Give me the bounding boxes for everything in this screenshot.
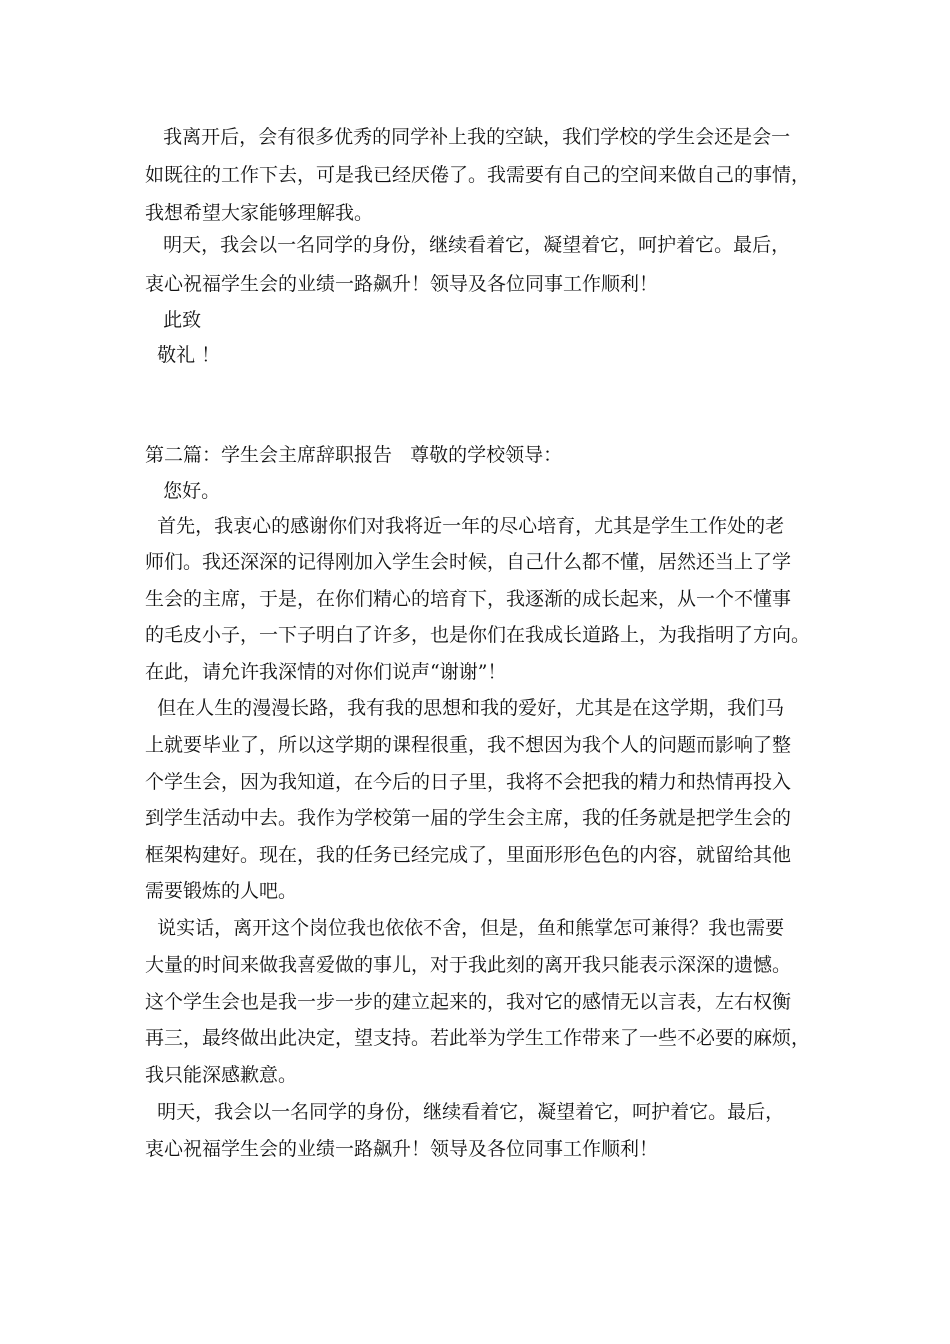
section2-paragraph2-line-5: 框架构建好。现在，我的任务已经完成了，里面形形色色的内容，就留给其他 — [145, 844, 792, 866]
closing-jing-li: 敬礼 ！ — [145, 344, 221, 366]
section2-paragraph1-line-5: 在此，请允许我深情的对你们说声“谢谢”！ — [145, 661, 507, 683]
closing-ci-zhi: 此致 — [145, 309, 202, 331]
section2-paragraph2-line-2: 上就要毕业了，所以这学期的课程很重，我不想因为我个人的问题而影响了整 — [145, 734, 792, 756]
section1-paragraph2-line-1: 明天，我会以一名同学的身份，继续看着它，凝望着它，呵护着它。最后， — [145, 234, 791, 256]
section2-paragraph2-line-3: 个学生会，因为我知道，在今后的日子里，我将不会把我的精力和热情再投入 — [145, 771, 792, 793]
section2-paragraph1-line-2: 师们。我还深深的记得刚加入学生会时候，自己什么都不懂，居然还当上了学 — [145, 551, 792, 573]
section2-paragraph1-line-3: 生会的主席，于是，在你们精心的培育下，我逐渐的成长起来，从一个不懂事 — [145, 588, 792, 610]
section2-paragraph2-line-6: 需要锻炼的人吧。 — [145, 880, 298, 902]
section2-paragraph3-line-4: 再三，最终做出此决定，望支持。若此举为学生工作带来了一些不必要的麻烦， — [145, 1027, 811, 1049]
section2-paragraph2-line-1: 但在人生的漫漫长路，我有我的思想和我的爱好，尤其是在这学期，我们马 — [145, 697, 785, 719]
section2-paragraph2-line-4: 到学生活动中去。我作为学校第一届的学生会主席，我的任务就是把学生会的 — [145, 807, 792, 829]
section1-paragraph1-line-2: 如既往的工作下去，可是我已经厌倦了。我需要有自己的空间来做自己的事情， — [145, 164, 811, 186]
section1-paragraph1-line-1: 我离开后，会有很多优秀的同学补上我的空缺，我们学校的学生会还是会一 — [145, 126, 791, 148]
section2-paragraph3-line-2: 大量的时间来做我喜爱做的事儿，对于我此刻的离开我只能表示深深的遗憾。 — [145, 954, 792, 976]
section2-paragraph3-line-5: 我只能深感歉意。 — [145, 1064, 298, 1086]
section2-paragraph3-line-3: 这个学生会也是我一步一步的建立起来的，我对它的感情无以言表，左右权衡 — [145, 991, 792, 1013]
section2-heading: 第二篇：学生会主席辞职报告 尊敬的学校领导： — [145, 444, 563, 466]
section2-paragraph3-line-1: 说实话，离开这个岗位我也依依不舍，但是，鱼和熊掌怎可兼得？我也需要 — [145, 917, 785, 939]
section2-paragraph1-line-4: 的毛皮小子，一下子明白了许多，也是你们在我成长道路上，为我指明了方向。 — [145, 624, 811, 646]
section2-paragraph1-line-1: 首先，我衷心的感谢你们对我将近一年的尽心培育，尤其是学生工作处的老 — [145, 515, 785, 537]
section2-paragraph4-line-2: 衷心祝福学生会的业绩一路飙升！领导及各位同事工作顺利！ — [145, 1138, 659, 1160]
section2-greeting: 您好。 — [145, 480, 221, 502]
section2-paragraph4-line-1: 明天，我会以一名同学的身份，继续看着它，凝望着它，呵护着它。最后， — [145, 1101, 785, 1123]
section1-paragraph2-line-2: 衷心祝福学生会的业绩一路飙升！领导及各位同事工作顺利！ — [145, 273, 659, 295]
section1-paragraph1-line-3: 我想希望大家能够理解我。 — [145, 202, 374, 224]
